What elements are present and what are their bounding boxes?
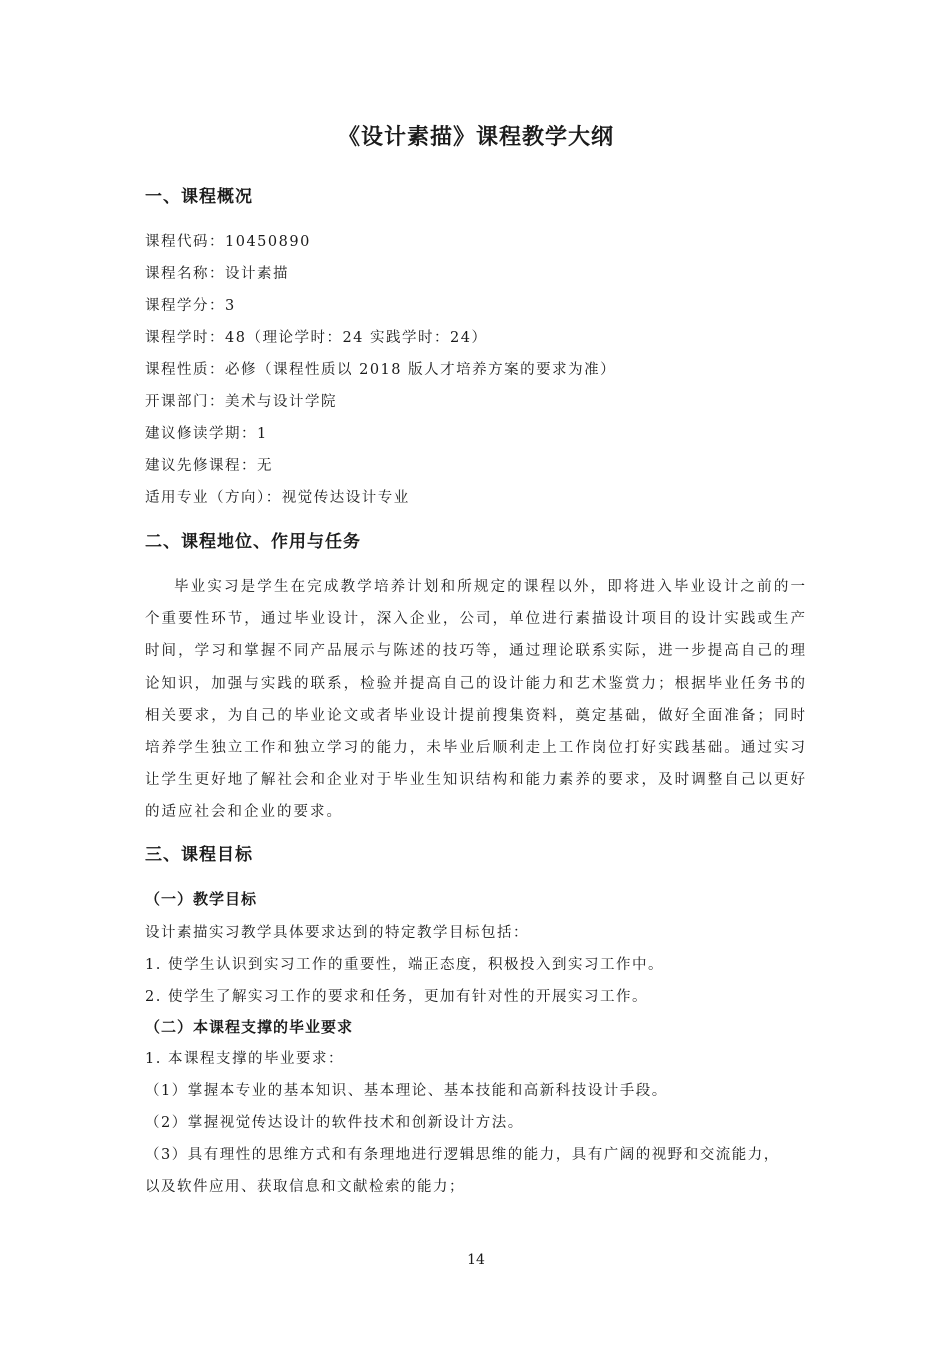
requirement-3-continued: 以及软件应用、获取信息和文献检索的能力；	[145, 1179, 465, 1195]
requirement-2: （2）掌握视觉传达设计的软件技术和创新设计方法。	[145, 1115, 524, 1131]
page-number: 14	[467, 1252, 485, 1268]
section2-paragraph: 毕业实习是学生在完成教学培养计划和所规定的课程以外，即将进入毕业设计之前的一个重要性环节，通过毕业设计，深入企业，公司，单位进行素描设计项目的设计实践或生产时间，学习和掌握不同产品展示与陈述的技巧等，通过理论联系实际，进一步提高自己的理论知识，加强与实践的联系，检验并提高自己的设计能力和艺术鉴赏力；根据毕业任务书的相关要求，为自己的毕业论文或者毕业设计提前搜集资料，奠定基础，做好全面准备；同时培养学生独立工作和独立学习的能力，未毕业后顺利走上工作岗位打好实践基础。通过实习让学生更好地了解社会和企业对于毕业生知识结构和能力素养的要求，及时调整自己以更好的适应社会和企业的要求。	[145, 579, 807, 821]
graduation-requirements-heading: （二）本课程支撑的毕业要求	[145, 1018, 354, 1036]
teaching-goal-1: 1. 使学生认识到实习工作的重要性，端正态度，积极投入到实习工作中。	[145, 957, 664, 973]
suggested-semester: 建议修读学期：1	[145, 426, 268, 442]
requirement-1: （1）掌握本专业的基本知识、基本理论、基本技能和高新科技设计手段。	[145, 1083, 668, 1099]
section2-heading: 二、课程地位、作用与任务	[145, 532, 361, 552]
offering-department: 开课部门：美术与设计学院	[145, 394, 337, 410]
requirement-3: （3）具有理性的思维方式和有条理地进行逻辑思维的能力，具有广阔的视野和交流能力，	[145, 1147, 780, 1163]
course-name: 课程名称：设计素描	[145, 266, 289, 282]
graduation-requirements-intro: 1. 本课程支撑的毕业要求：	[145, 1051, 344, 1067]
course-hours: 课程学时：48（理论学时：24 实践学时：24）	[145, 330, 488, 346]
applicable-major: 适用专业（方向）：视觉传达设计专业	[145, 490, 410, 506]
teaching-goals-heading: （一）教学目标	[145, 890, 258, 908]
teaching-goals-intro: 设计素描实习教学具体要求达到的特定教学目标包括：	[145, 925, 529, 941]
document-title: 《设计素描》课程教学大纲	[337, 125, 614, 150]
course-nature: 课程性质：必修（课程性质以 2018 版人才培养方案的要求为准）	[145, 362, 617, 378]
course-code: 课程代码：10450890	[145, 234, 311, 250]
section3-heading: 三、课程目标	[145, 845, 253, 865]
section1-heading: 一、课程概况	[145, 187, 253, 207]
course-credits: 课程学分：3	[145, 298, 236, 314]
teaching-goal-2: 2. 使学生了解实习工作的要求和任务，更加有针对性的开展实习工作。	[145, 989, 648, 1005]
prerequisite-courses: 建议先修课程：无	[145, 458, 273, 474]
